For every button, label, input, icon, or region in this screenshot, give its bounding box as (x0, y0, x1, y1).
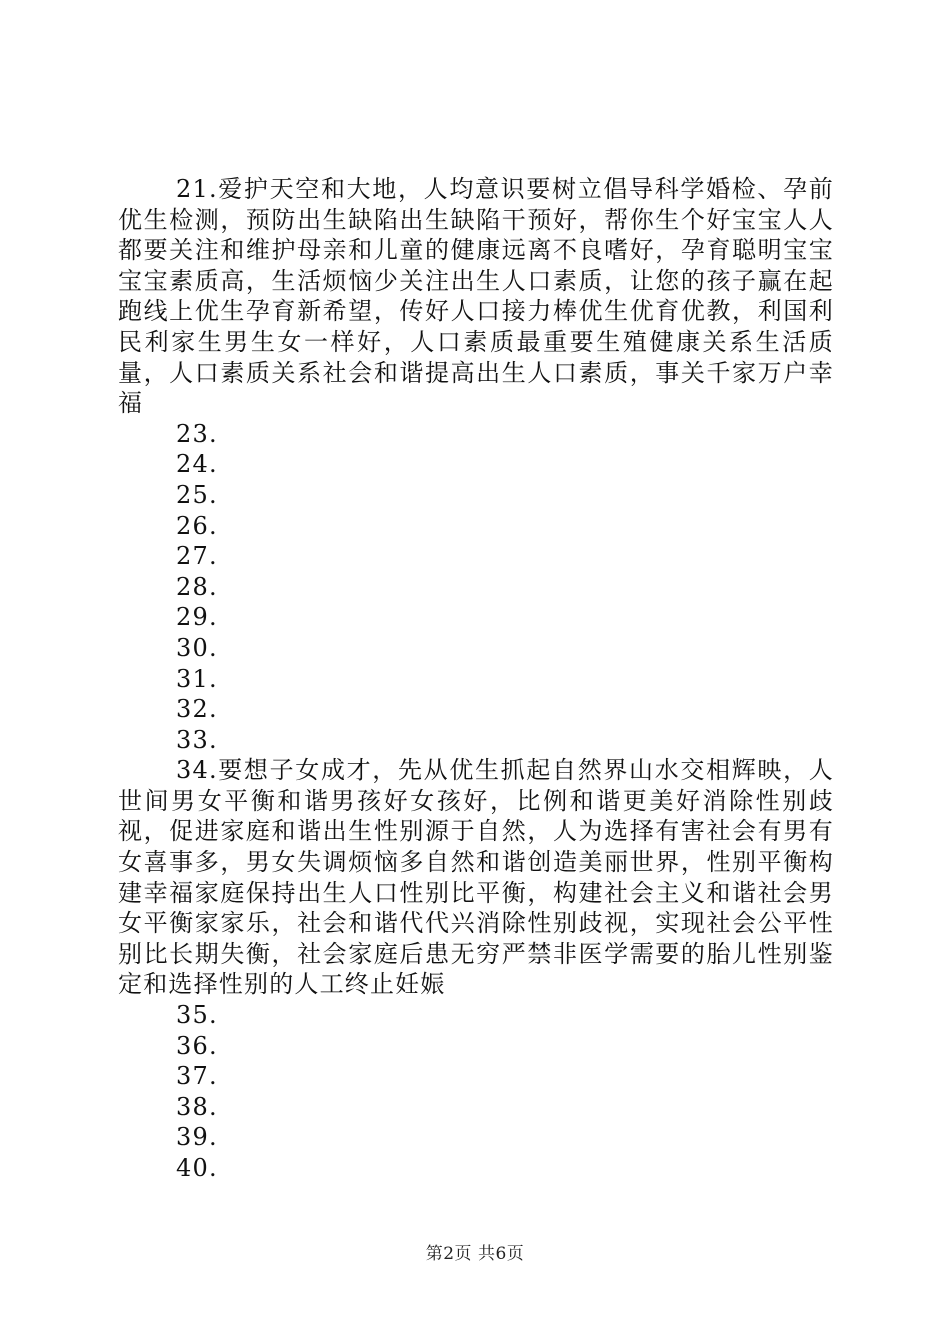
list-item: 31. (176, 664, 218, 693)
document-body (118, 174, 834, 1184)
paragraph-21: 21.爱护天空和大地，人均意识要树立倡导科学婚检、孕前优生检测，预防出生缺陷出生缺陷干预好，帮你生个好宝宝人人都要关注和维护母亲和儿童的健康远离不良嗜好，孕育聪明宝宝宝宝素质高，生活烦恼少关注出生人口素质，让您的孩子赢在起跑线上优生孕育新希望，传好人口接力棒优生优育优教，利国利民利家生男生女一样好，人口素质最重要生殖健康关系生活质量，人口素质关系社会和谐提高出生人口素质，事关千家万户幸福 (118, 175, 834, 418)
list-item: 33. (176, 725, 218, 754)
list-item: 32. (176, 695, 218, 724)
list-item: 27. (176, 542, 218, 571)
list-item: 36. (176, 1031, 218, 1060)
list-item: 24. (176, 450, 218, 479)
page-footer: 第2页 共6页 (425, 1244, 525, 1264)
list-item: 25. (176, 480, 218, 509)
list-item: 29. (176, 603, 218, 632)
numbered-list-b (118, 1000, 834, 1184)
list-item: 30. (176, 633, 218, 662)
list-item: 38. (176, 1092, 218, 1121)
list-item: 39. (176, 1123, 218, 1152)
numbered-list-a (118, 419, 834, 756)
list-item: 40. (176, 1154, 218, 1182)
list-item: 26. (176, 511, 218, 540)
list-item: 23. (176, 419, 218, 448)
paragraph-34: 34.要想子女成才，先从优生抓起自然界山水交相辉映，人世间男女平衡和谐男孩好女孩好，比例和谐更美好消除性别歧视，促进家庭和谐出生性别源于自然，人为选择有害社会有男有女喜事多，男女失调烦恼多自然和谐创造美丽世界，性别平衡构建幸福家庭保持出生人口性别比平衡，构建社会主义和谐社会男女平衡家家乐，社会和谐代代兴消除性别歧视，实现社会公平性别比长期失衡，社会家庭后患无穷严禁非医学需要的胎儿性别鉴定和选择性别的人工终止妊娠 (118, 756, 834, 999)
list-item: 37. (176, 1062, 218, 1091)
list-item: 35. (176, 1001, 218, 1030)
list-item: 28. (176, 572, 218, 601)
